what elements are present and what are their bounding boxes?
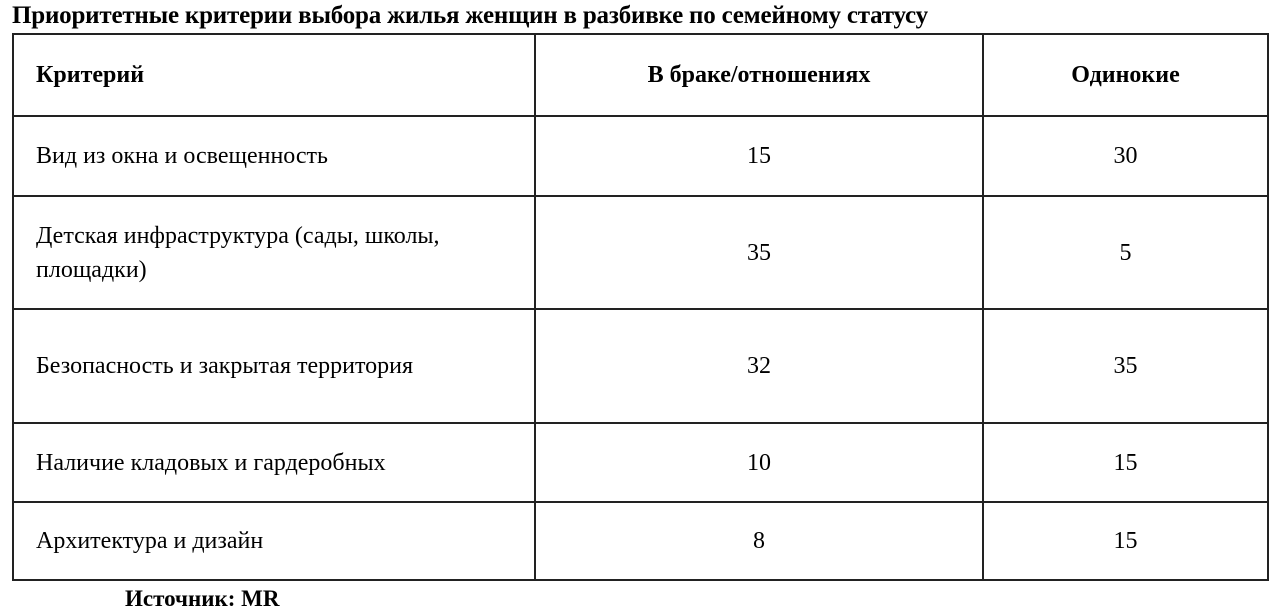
single-value-cell: 35 — [983, 309, 1268, 423]
criterion-cell: Безопасность и закрытая территория — [13, 309, 535, 423]
table-row — [13, 116, 1268, 196]
source-note: Источник: MR — [125, 586, 280, 611]
single-value-cell: 15 — [983, 423, 1268, 502]
column-header-single: Одинокие — [983, 34, 1268, 116]
married-value-cell: 8 — [535, 502, 983, 580]
criteria-table — [12, 33, 1269, 581]
table-row — [13, 423, 1268, 502]
table-title: Приоритетные критерии выбора жилья женщин в разбивке по семейному статусу — [12, 2, 928, 29]
single-value-cell: 30 — [983, 116, 1268, 196]
table-row — [13, 196, 1268, 309]
table-row — [13, 309, 1268, 423]
table-row — [13, 502, 1268, 580]
criterion-cell: Детская инфраструктура (сады, школы, площадки) — [13, 196, 535, 309]
married-value-cell: 32 — [535, 309, 983, 423]
married-value-cell: 15 — [535, 116, 983, 196]
criterion-cell: Наличие кладовых и гардеробных — [13, 423, 535, 502]
single-value-cell: 15 — [983, 502, 1268, 580]
married-value-cell: 35 — [535, 196, 983, 309]
column-header-married: В браке/отношениях — [535, 34, 983, 116]
criterion-cell: Архитектура и дизайн — [13, 502, 535, 580]
criterion-cell: Вид из окна и освещенность — [13, 116, 535, 196]
single-value-cell: 5 — [983, 196, 1268, 309]
column-header-criterion: Критерий — [13, 34, 535, 116]
table-header-row — [13, 34, 1268, 116]
married-value-cell: 10 — [535, 423, 983, 502]
